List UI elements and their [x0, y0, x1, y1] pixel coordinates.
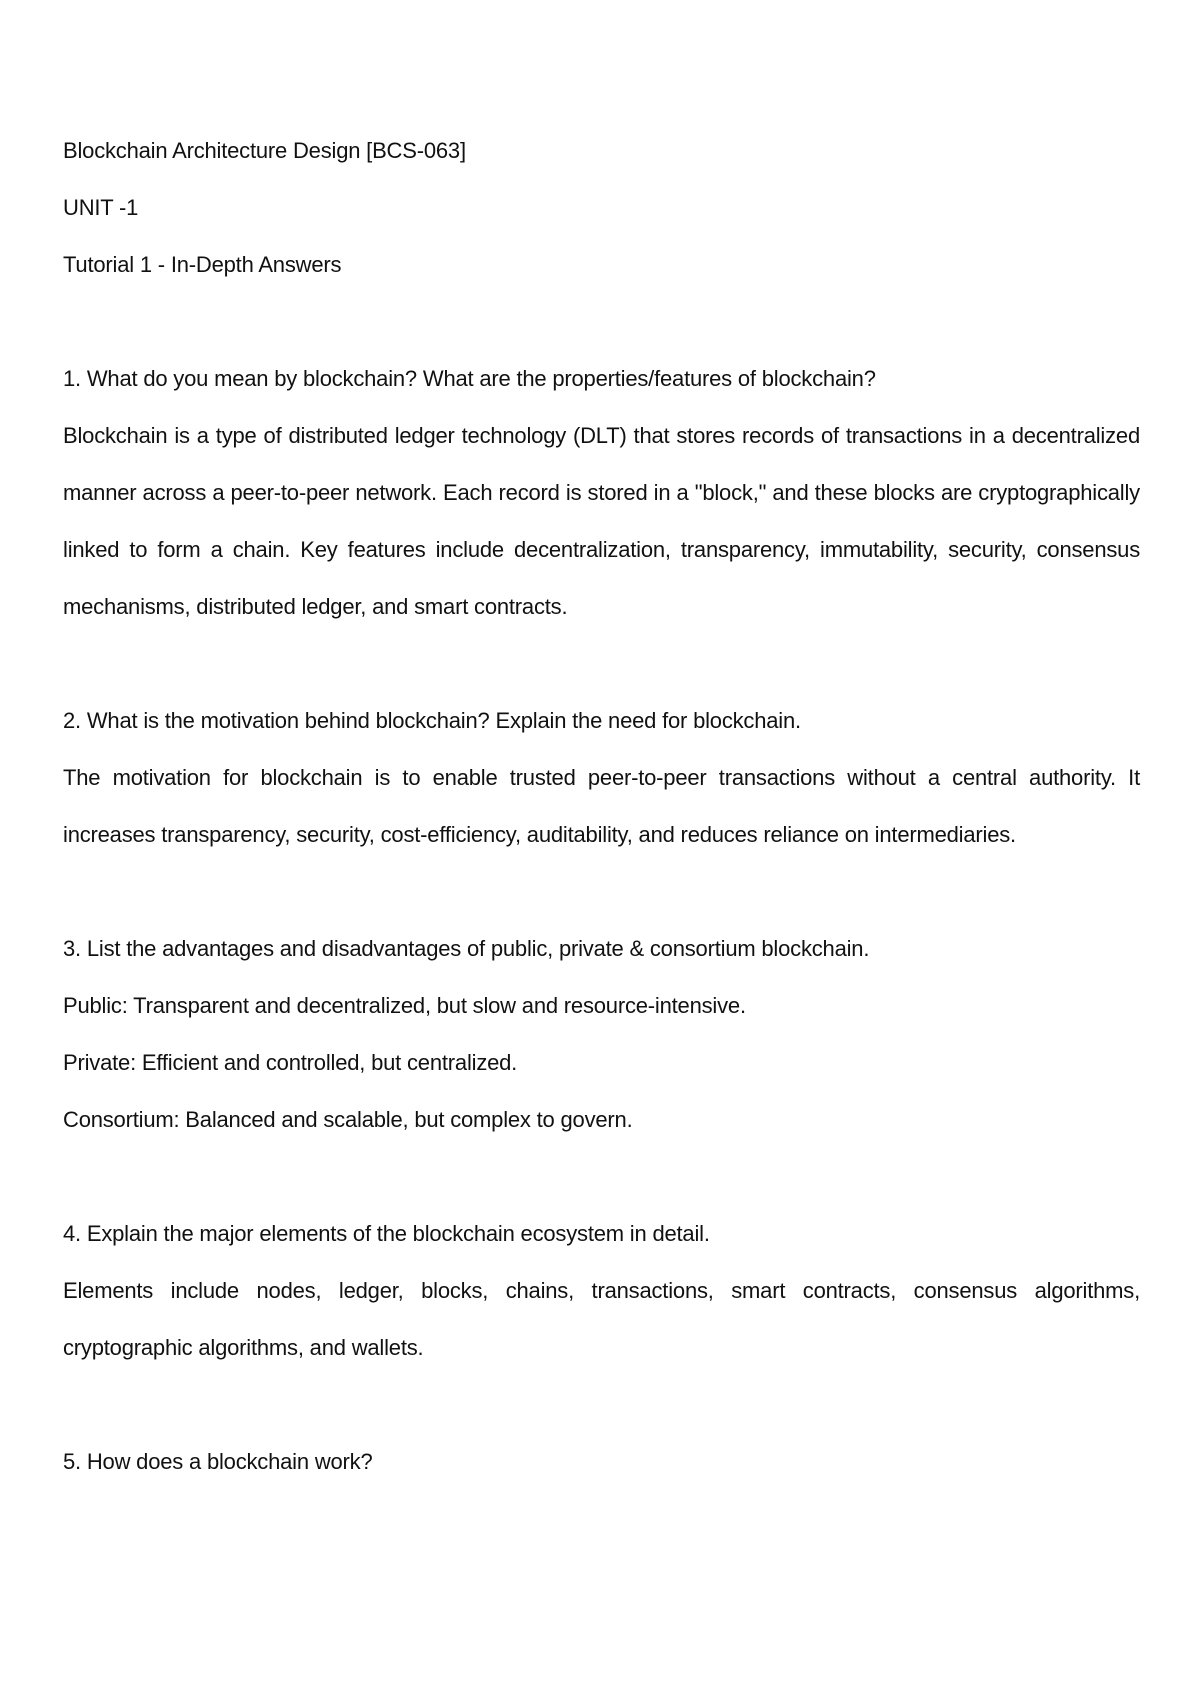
tutorial-title: Tutorial 1 - In-Depth Answers [63, 252, 342, 277]
spacer [63, 863, 1140, 920]
spacer [63, 635, 1140, 692]
spacer [63, 1376, 1140, 1433]
spacer [63, 1148, 1140, 1205]
spacer [63, 293, 1140, 350]
question-3: 3. List the advantages and disadvantages of public, private & consortium blockchain. [63, 936, 870, 961]
answer-3-private: Private: Efficient and controlled, but centralized. [63, 1050, 518, 1075]
question-2: 2. What is the motivation behind blockchain? Explain the need for blockchain. [63, 708, 801, 733]
answer-3-consortium: Consortium: Balanced and scalable, but complex to govern. [63, 1107, 633, 1132]
answer-1: Blockchain is a type of distributed ledger technology (DLT) that stores records of transactions in a decentralized manner across a peer-to-peer network. Each record is stored in a "block," and these blocks are cryptographically linked to form a chain. Key features include decentralization, transparency, immutability, security, consensus mechanisms, distributed ledger, and smart contracts. [63, 423, 1140, 619]
answer-2: The motivation for blockchain is to enable trusted peer-to-peer transactions without a central authority. It increases transparency, security, cost-efficiency, auditability, and reduces reliance on intermediaries. [63, 765, 1140, 847]
question-1: 1. What do you mean by blockchain? What are the properties/features of blockchain? [63, 366, 876, 391]
question-5: 5. How does a blockchain work? [63, 1449, 373, 1474]
question-4: 4. Explain the major elements of the blockchain ecosystem in detail. [63, 1221, 710, 1246]
course-title: Blockchain Architecture Design [BCS-063] [63, 138, 466, 163]
answer-3-public: Public: Transparent and decentralized, but slow and resource-intensive. [63, 993, 746, 1018]
unit-label: UNIT -1 [63, 195, 139, 220]
answer-4: Elements include nodes, ledger, blocks, chains, transactions, smart contracts, consensus algorithms, cryptographic algorithms, and wallets. [63, 1278, 1140, 1360]
document-content [63, 122, 1140, 1490]
